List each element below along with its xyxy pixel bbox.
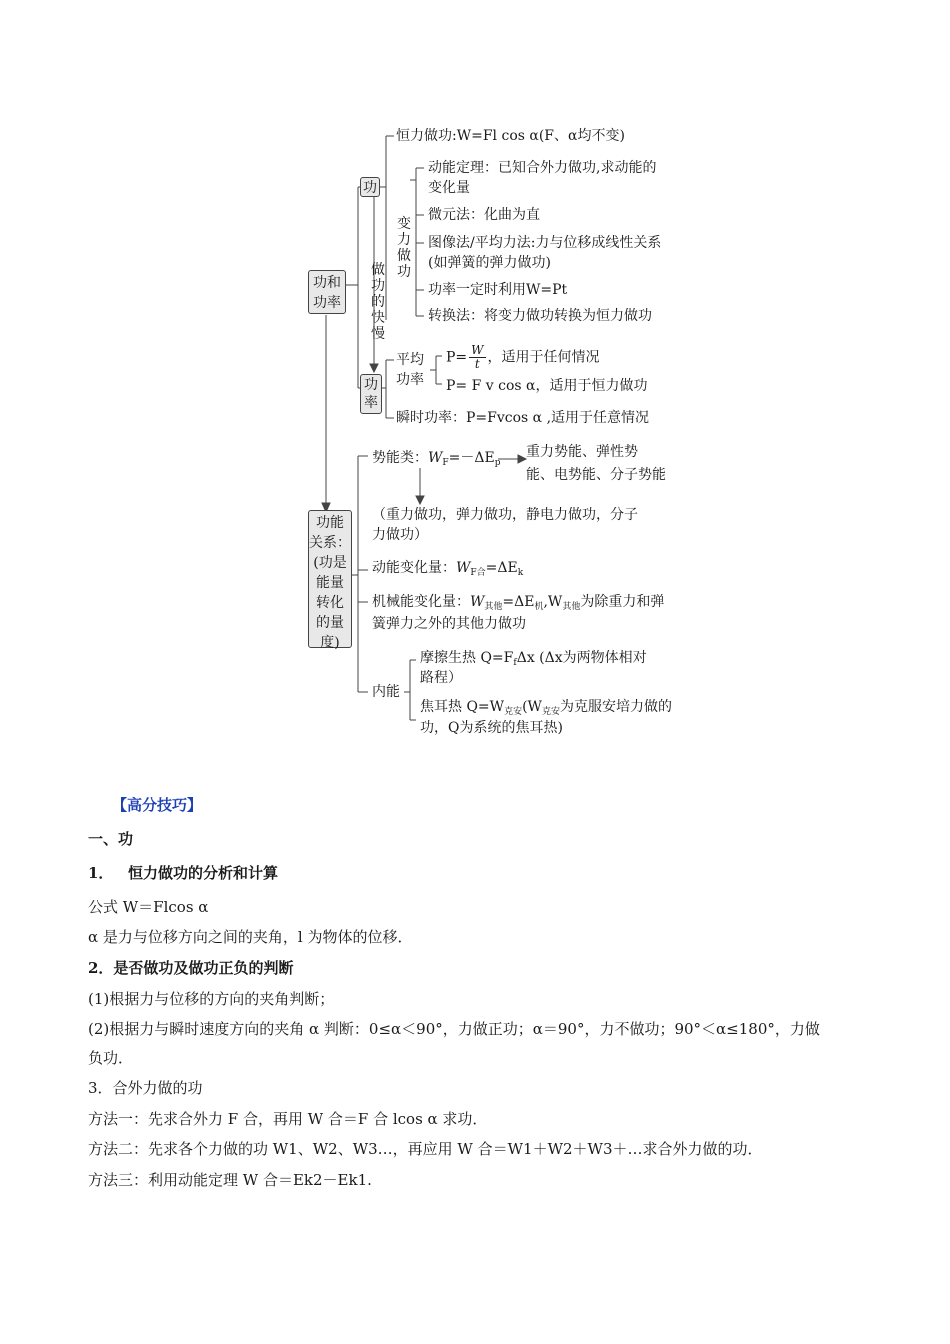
constant-force-work: 恒力做功:W=Fl cos α(F、α均不变) — [396, 128, 625, 144]
friction-heat-line1: 摩擦生热 $Q=F_f\Delta x$ (Δx为两物体相对 — [420, 650, 647, 668]
conversion-method: 转换法：将变力做功转换为恒力做功 — [428, 308, 652, 324]
joule-heat-line1: 焦耳热 $Q=W_{克安}(W_{克安}$为克服安培力做的 — [420, 699, 672, 717]
average-power-formula1: P= $\frac{W}{t}$ ，适用于任何情况 — [446, 343, 600, 371]
kinetic-theorem-line1: 动能定理：已知合外力做功,求动能的 — [428, 160, 657, 176]
mind-map — [300, 120, 700, 750]
formula-line: 公式 W＝Flcos α — [88, 898, 209, 916]
mechanical-change-line1: 机械能变化量：$W_{其他}=\Delta E_机,W_{其他}$为除重力和弹 — [372, 594, 665, 612]
kinetic-change: 动能变化量：$W_{F合}=\Delta E_k$ — [372, 560, 524, 578]
potential-energy-type: 势能类：$W_F=-\Delta E_p$ — [372, 450, 501, 468]
judge-by-velocity-cont: 负功． — [88, 1049, 134, 1067]
method-two: 方法二：先求各个力做的功 W1、W2、W3…，再应用 W 合＝W1＋W2＋W3＋…求合外力做的功． — [88, 1140, 763, 1158]
label-speed-of-work: 做功的快慢 — [371, 262, 385, 342]
method-one: 方法一：先求合外力 F 合，再用 W 合＝F 合 lcos α 求功． — [88, 1110, 488, 1128]
heading-sign-of-work: 2．是否做功及做功正负的判断 — [88, 959, 294, 977]
heading-net-work: 3．合外力做的功 — [88, 1079, 203, 1097]
judge-by-velocity: (2)根据力与瞬时速度方向的夹角 α 判断：0≤α＜90°，力做正功；α＝90°，力不做功；90°＜α≤180°，力做 — [88, 1020, 820, 1038]
root-work-power: 功和功率 — [308, 270, 346, 314]
friction-heat-line2: 路程） — [420, 670, 462, 686]
node-work: 功 — [360, 177, 380, 197]
average-power-formula2: P= F v cos α，适用于恒力做功 — [446, 378, 648, 394]
constant-power-method: 功率一定时利用W=Pt — [428, 282, 568, 298]
average-power-label: 平均功率 — [396, 352, 424, 388]
alpha-definition: α 是力与位移方向之间的夹角，l 为物体的位移． — [88, 928, 413, 946]
kinetic-theorem-line2: 变化量 — [428, 180, 470, 196]
node-power: 功率 — [360, 374, 382, 414]
label-variable-force: 变力做功 — [397, 216, 411, 280]
root-work-energy: 功能 关系： (功是 能量 转化 的量 度) — [308, 510, 352, 648]
potential-types-line2: 能、电势能、分子势能 — [526, 467, 666, 483]
instant-power: 瞬时功率：P=Fvcos α ,适用于任意情况 — [396, 410, 650, 426]
potential-types-line1: 重力势能、弹性势 — [526, 444, 638, 460]
mechanical-change-line2: 簧弹力之外的其他力做功 — [372, 616, 526, 632]
internal-energy-label: 内能 — [372, 684, 400, 700]
micro-element-method: 微元法：化曲为直 — [428, 207, 540, 223]
heading-constant-force: 1． 恒力做功的分析和计算 — [88, 864, 279, 882]
section-title: 【高分技巧】 — [112, 796, 203, 814]
judge-by-displacement: (1)根据力与位移的方向的夹角判断； — [88, 990, 335, 1008]
method-three: 方法三：利用动能定理 W 合＝Ek2－Ek1. — [88, 1171, 372, 1189]
graph-method-line1: 图像法/平均力法:力与位移成线性关系 — [428, 235, 662, 251]
heading-work: 一、功 — [88, 830, 134, 848]
forces-work-line1: （重力做功，弹力做功，静电力做功，分子 — [372, 507, 638, 523]
forces-work-line2: 力做功） — [372, 527, 428, 543]
graph-method-line2: (如弹簧的弹力做功) — [428, 255, 551, 271]
joule-heat-line2: 功，Q为系统的焦耳热) — [420, 720, 563, 736]
